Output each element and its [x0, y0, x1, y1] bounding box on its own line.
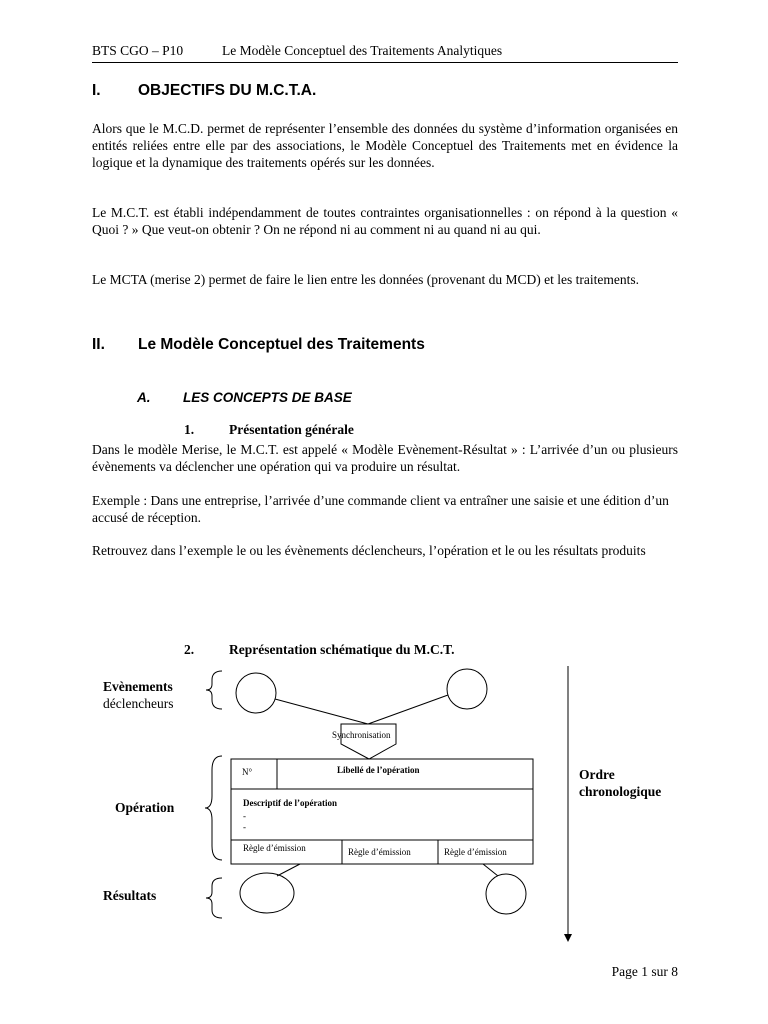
event-circle-right [447, 669, 487, 709]
result-circle-right [486, 874, 526, 914]
operation-description: Descriptif de l’opération [243, 798, 337, 808]
operation-title: Libellé de l’opération [337, 765, 420, 775]
subsection-2-number: 2. [184, 642, 195, 657]
subsection-a-title: LES CONCEPTS DE BASE [183, 390, 352, 405]
result-left-link [277, 864, 300, 876]
paragraph-4: Dans le modèle Merise, le M.C.T. est appelé « Modèle Evènement-Résultat » : L’arrivée d’un ou plusieurs évènements va déclencher une opération qui va produire un résultat. [92, 442, 678, 474]
result-circle-left [240, 873, 294, 913]
paragraph-3: Le MCTA (merise 2) permet de faire le lien entre les données (provenant du MCD) et les traitements. [92, 272, 639, 287]
subsection-1-title: Présentation générale [229, 422, 354, 437]
header-course: BTS CGO – P10 [92, 43, 184, 58]
subsection-2-title: Représentation schématique du M.C.T. [229, 642, 455, 657]
chronological-label-line1: Ordre [579, 767, 615, 782]
section-2-title: Le Modèle Conceptuel des Traitements [138, 336, 425, 353]
operation-label: Opération [115, 800, 175, 815]
paragraph-6: Retrouvez dans l’exemple le ou les évènements déclencheurs, l’opération et le ou les résultats produits [92, 543, 646, 558]
paragraph-2: Le M.C.T. est établi indépendamment de toutes contraintes organisationnelles : on répond à la question « Quoi ? » Que veut-on obtenir ? On ne répond ni au comment ni au quand ni au qui. [92, 205, 678, 237]
events-label-line1: Evènements [103, 679, 173, 694]
rule-2: Règle d’émission [348, 847, 411, 857]
result-right-link [483, 864, 498, 876]
event-circle-left [236, 673, 276, 713]
chronological-label-line2: chronologique [579, 784, 662, 799]
subsection-a-number: A. [137, 390, 151, 405]
section-2-number: II. [92, 336, 105, 353]
operation-brace [205, 756, 222, 860]
header-title: Le Modèle Conceptuel des Traitements Analytiques [222, 43, 503, 58]
results-brace [206, 878, 222, 918]
event-right-link [368, 695, 448, 724]
operation-dash-2: - [243, 822, 246, 832]
page-number: Page 1 sur 8 [611, 964, 678, 979]
events-label-line2: déclencheurs [103, 696, 174, 711]
subsection-1-number: 1. [184, 422, 195, 437]
synchronisation-label: Synchronisation [332, 730, 391, 740]
rule-1: Règle d’émission [243, 843, 306, 853]
operation-dash-1: - [243, 811, 246, 821]
rule-3: Règle d’émission [444, 847, 507, 857]
paragraph-5: Exemple : Dans une entreprise, l’arrivée d’une commande client va entraîner une saisie et une édition d’un accusé de réception. [92, 493, 669, 525]
section-1-number: I. [92, 82, 101, 99]
arrow-head [564, 934, 572, 942]
operation-number: N° [242, 767, 253, 777]
event-left-link [275, 699, 368, 724]
events-brace [206, 671, 222, 709]
paragraph-1: Alors que le M.C.D. permet de représenter l’ensemble des données du système d’information organisées en entités reliées entre elle par des associations, le Modèle Conceptuel des Traitements met en évidence la logique et la dynamique des traitements opérés sur les données. [92, 121, 678, 170]
results-label: Résultats [103, 888, 157, 903]
section-1-title: OBJECTIFS DU M.C.T.A. [138, 82, 317, 99]
